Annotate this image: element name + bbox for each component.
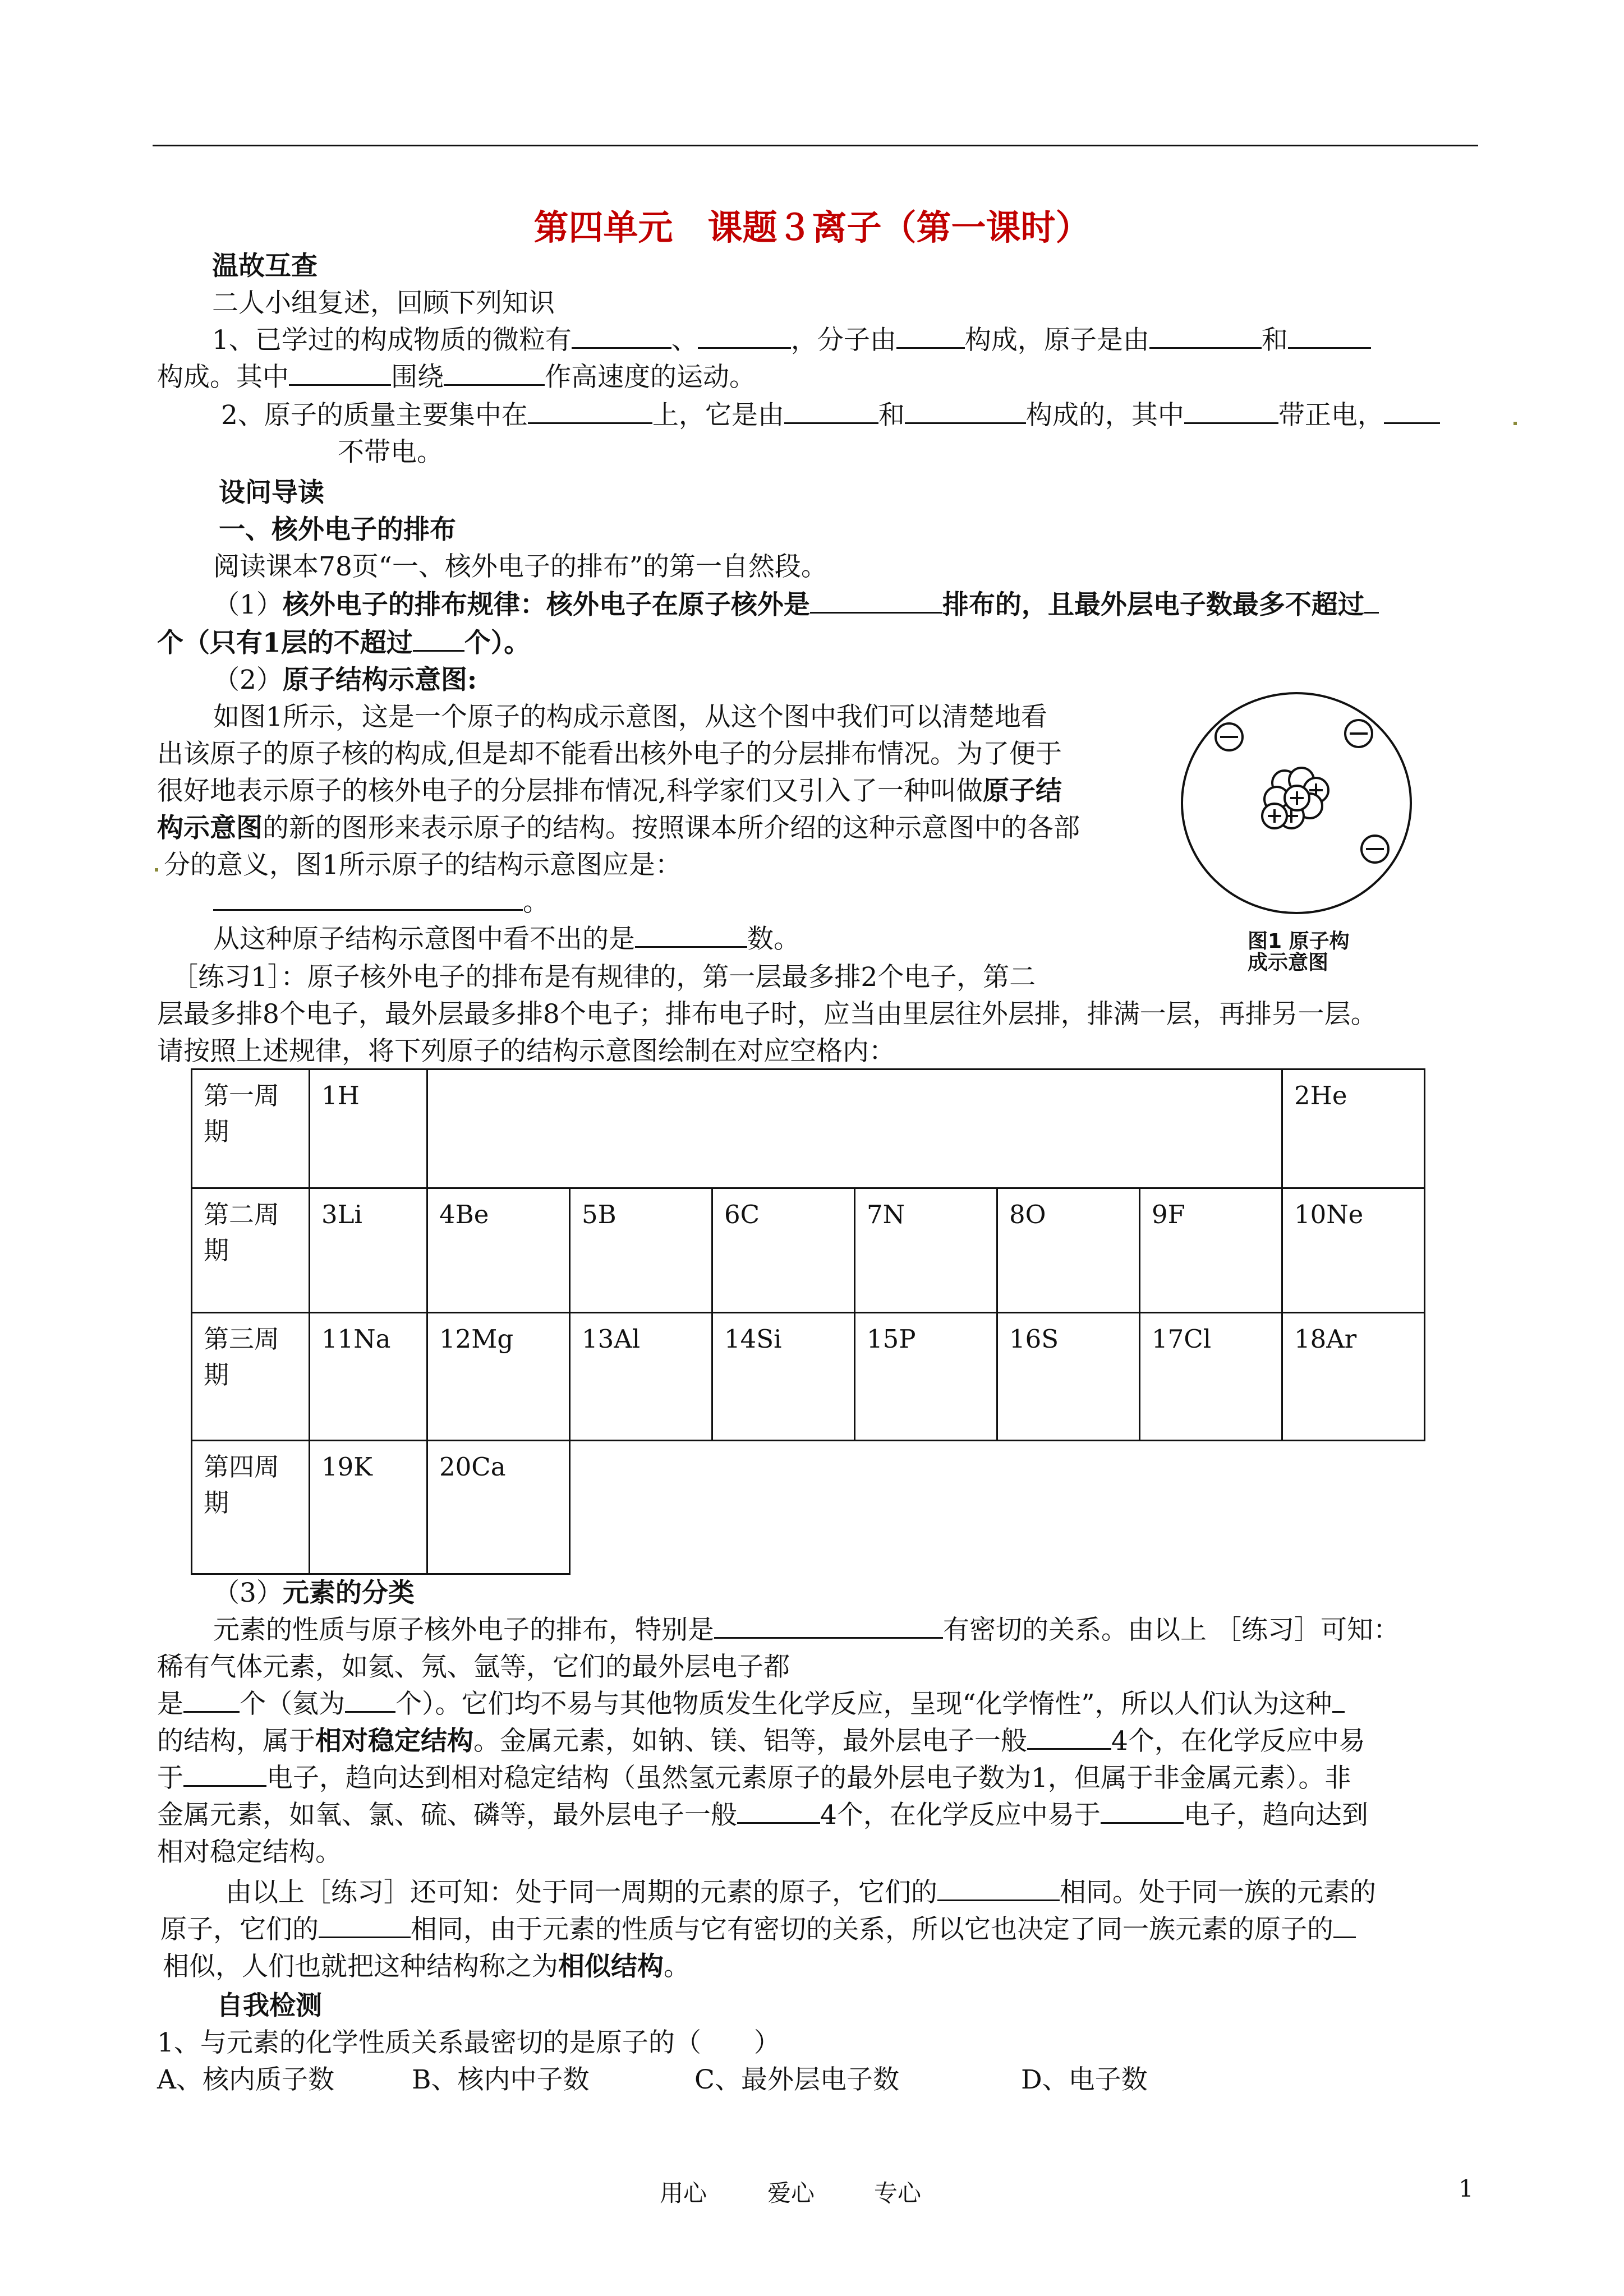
element-cell[interactable]: 2He <box>1282 1069 1425 1188</box>
rule-line-1: （1）核外电子的排布规律：核外电子在原子核外是 排布的，且最外层电子数最多不超过 <box>213 587 1379 624</box>
subsection-electron-arrangement: 一、核外电子的排布 <box>219 514 456 545</box>
blank[interactable] <box>183 1686 240 1713</box>
paragraph-line-4: 构示意图的新的图形来表示原子的结构。按照课本所介绍的这种示意图中的各部 <box>157 813 1080 843</box>
classification-line-5: 于 电子，趋向达到相对稳定结构（虽然氢元素原子的最外层电子数为1，但属于非金属元素）。非 <box>157 1760 1351 1797</box>
element-cell[interactable]: 7N <box>855 1188 997 1313</box>
question-1-line-2: 构成。其中 围绕 作高速度的运动。 <box>157 359 756 396</box>
header-rule <box>153 145 1478 146</box>
figure-caption-line-1: 图1 原子构 <box>1248 930 1350 953</box>
period-label: 第四周 期 <box>192 1441 310 1574</box>
element-cell[interactable]: 5B <box>570 1188 712 1313</box>
figure-caption-line-2: 成示意图 <box>1248 951 1329 974</box>
table-empty <box>570 1441 1425 1574</box>
section-self-test-heading: 自我检测 <box>217 1990 322 2021</box>
footer-text-2: 爱心 <box>767 2179 815 2207</box>
question-1-line-1: 1、已学过的构成物质的微粒有 、 ，分子由 构成，原子是由 和 <box>212 322 1371 359</box>
table-row <box>192 1188 1425 1313</box>
blank[interactable] <box>289 359 391 386</box>
classification-line-8: 由以上［练习］还可知：处于同一周期的元素的原子，它们的 相同。处于同一族的元素的 <box>226 1874 1376 1911</box>
blank[interactable] <box>896 322 965 349</box>
classification-line-7: 相对稳定结构。 <box>157 1837 342 1868</box>
section-guide-heading: 设问导读 <box>219 477 324 508</box>
rule-line-2: 个（只有1层的不超过 个）。 <box>157 625 530 662</box>
blank[interactable] <box>213 884 523 911</box>
blank[interactable] <box>1333 1912 1356 1938</box>
test-option-c[interactable]: C、最外层电子数 <box>694 2064 899 2095</box>
paragraph-line-5: 分的意义，图1所示原子的结构示意图应是： <box>164 850 682 880</box>
question-2-line-1: 2、原子的质量主要集中在 上，它是由 和 构成的，其中 带正电， <box>221 397 1440 434</box>
stray-mark <box>155 868 158 872</box>
element-cell[interactable]: 8O <box>997 1188 1140 1313</box>
blank[interactable] <box>1332 1686 1345 1713</box>
element-cell[interactable]: 13Al <box>570 1313 712 1441</box>
table-row <box>192 1069 1425 1188</box>
blank[interactable] <box>528 398 652 424</box>
blank[interactable] <box>737 1797 820 1824</box>
exercise-1-line-2: 层最多排8个电子，最外层最多排8个电子；排布电子时，应当由里层往外层排，排满一层，再排另一层。 <box>157 999 1377 1030</box>
test-option-a[interactable]: A、核内质子数 <box>157 2064 334 2095</box>
blank[interactable] <box>345 1686 395 1713</box>
classification-line-3: 是 个（氦为 个）。它们均不易与其他物质发生化学反应，呈现“化学惰性”，所以人们认为这种 <box>157 1686 1345 1723</box>
paragraph-line-1: 如图1所示，这是一个原子的构成示意图，从这个图中我们可以清楚地看 <box>213 702 1047 732</box>
electron-icon <box>1216 723 1243 750</box>
nucleus-icon <box>1262 768 1328 828</box>
question-2-line-2: 不带电。 <box>338 437 443 468</box>
element-cell[interactable]: 14Si <box>712 1313 855 1441</box>
reading-instruction: 阅读课本78页“一、核外电子的排布”的第一自然段。 <box>213 551 827 582</box>
footer-text-3: 专心 <box>874 2179 922 2207</box>
element-cell[interactable]: 3Li <box>310 1188 427 1313</box>
section-review-heading: 温故互查 <box>212 251 318 282</box>
element-cell[interactable]: 15P <box>855 1313 997 1441</box>
blank[interactable] <box>635 921 747 948</box>
electron-icon <box>1345 720 1372 747</box>
blank[interactable] <box>784 398 878 424</box>
blank[interactable] <box>698 322 791 349</box>
paragraph-line-6: 。 <box>213 884 549 921</box>
blank[interactable] <box>1027 1723 1111 1750</box>
review-intro: 二人小组复述，回顾下列知识 <box>212 288 555 319</box>
paragraph-line-2: 出该原子的原子核的构成,但是却不能看出核外电子的分层排布情况。为了便于 <box>157 739 1062 769</box>
element-cell[interactable]: 12Mg <box>427 1313 570 1441</box>
electron-icon <box>1361 836 1388 863</box>
table-gap <box>427 1069 1282 1188</box>
classification-line-2: 稀有气体元素，如氦、氖、氩等，它们的最外层电子都 <box>157 1652 790 1682</box>
exercise-1-line-3: 请按照上述规律，将下列原子的结构示意图绘制在对应空格内： <box>157 1036 895 1067</box>
element-cell[interactable]: 9F <box>1140 1188 1282 1313</box>
diagram-heading: （2）原子结构示意图: <box>213 665 477 695</box>
paragraph-line-7: 从这种原子结构示意图中看不出的是 数。 <box>213 921 800 958</box>
classification-line-4: 的结构，属于相对稳定结构。金属元素，如钠、镁、铝等，最外层电子一般 4个，在化学反应中易 <box>157 1723 1365 1760</box>
blank[interactable] <box>1364 587 1379 614</box>
element-cell[interactable]: 11Na <box>310 1313 427 1441</box>
atom-figure <box>1177 691 1419 944</box>
period-label: 第三周 期 <box>192 1313 310 1441</box>
element-cell[interactable]: 10Ne <box>1282 1188 1425 1313</box>
atom-diagram <box>1177 691 1419 944</box>
test-option-d[interactable]: D、电子数 <box>1021 2064 1148 2095</box>
period-label: 第二周 期 <box>192 1188 310 1313</box>
blank[interactable] <box>572 322 671 349</box>
blank[interactable] <box>1288 322 1371 349</box>
blank[interactable] <box>1101 1797 1184 1824</box>
blank[interactable] <box>714 1612 943 1639</box>
table-row <box>192 1441 1425 1574</box>
table-row <box>192 1313 1425 1441</box>
element-cell[interactable]: 18Ar <box>1282 1313 1425 1441</box>
test-question-1: 1、与元素的化学性质关系最密切的是原子的（ ） <box>157 2027 780 2058</box>
blank[interactable] <box>319 1912 411 1938</box>
test-option-b[interactable]: B、核内中子数 <box>412 2064 590 2095</box>
classification-line-1: 元素的性质与原子核外电子的排布，特别是 有密切的关系。由以上 ［练习］可知： <box>213 1612 1400 1649</box>
blank[interactable] <box>183 1760 266 1787</box>
element-cell[interactable]: 19K <box>310 1441 427 1574</box>
period-label: 第一周 期 <box>192 1069 310 1188</box>
element-cell[interactable]: 6C <box>712 1188 855 1313</box>
stray-mark <box>1513 422 1517 425</box>
blank[interactable] <box>905 398 1026 424</box>
blank[interactable] <box>1384 398 1440 424</box>
paragraph-line-3: 很好地表示原子的核外电子的分层排布情况,科学家们又引入了一种叫做原子结 <box>157 776 1062 806</box>
element-cell[interactable]: 20Ca <box>427 1441 570 1574</box>
classification-line-10: 相似，人们也就把这种结构称之为相似结构。 <box>163 1951 690 1982</box>
blank[interactable] <box>413 625 464 652</box>
element-cell[interactable]: 4Be <box>427 1188 570 1313</box>
page-number: 1 <box>1459 2175 1474 2202</box>
footer-text-1: 用心 <box>660 2179 707 2207</box>
periodic-table <box>191 1068 1425 1575</box>
page-title: 第四单元 课题３离子（第一课时） <box>533 207 1091 248</box>
classification-heading: （3）元素的分类 <box>213 1578 415 1608</box>
blank[interactable] <box>1184 398 1278 424</box>
blank[interactable] <box>444 359 545 386</box>
blank[interactable] <box>810 587 942 614</box>
blank[interactable] <box>937 1875 1060 1901</box>
classification-line-6: 金属元素，如氧、氯、硫、磷等，最外层电子一般 4个，在化学反应中易于 电子，趋向达到 <box>157 1797 1368 1834</box>
blank[interactable] <box>1149 322 1262 349</box>
element-cell[interactable]: 1H <box>310 1069 427 1188</box>
classification-line-9: 原子，它们的 相同，由于元素的性质与它有密切的关系，所以它也决定了同一族元素的原子的 <box>160 1911 1356 1948</box>
element-cell[interactable]: 16S <box>997 1313 1140 1441</box>
element-cell[interactable]: 17Cl <box>1140 1313 1282 1441</box>
exercise-1-line-1: ［练习1］：原子核外电子的排布是有规律的，第一层最多排2个电子，第二 <box>172 962 1036 993</box>
